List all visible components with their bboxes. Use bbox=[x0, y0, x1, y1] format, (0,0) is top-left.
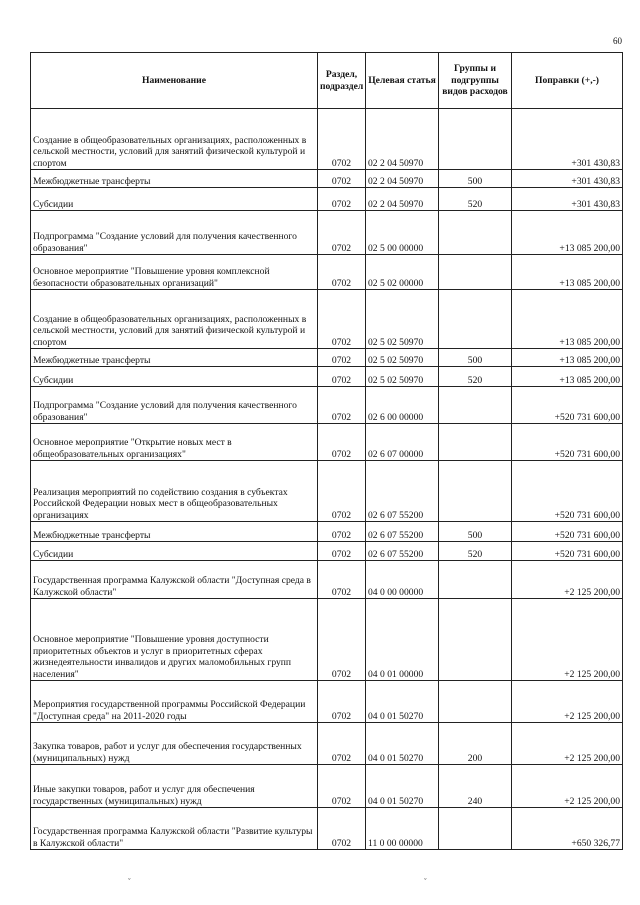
row-section: 0702 bbox=[318, 461, 366, 522]
table-row bbox=[31, 211, 623, 255]
row-group: 520 bbox=[439, 542, 512, 561]
table-row bbox=[31, 349, 623, 367]
row-article: 04 0 01 00000 bbox=[366, 599, 439, 681]
row-group bbox=[439, 461, 512, 522]
row-article: 02 6 07 55200 bbox=[366, 542, 439, 561]
row-name: Межбюджетные трансферты bbox=[31, 522, 318, 542]
row-section: 0702 bbox=[318, 542, 366, 561]
row-name: Государственная программа Калужской области "Доступная среда в Калужской области" bbox=[31, 561, 318, 599]
row-group bbox=[439, 808, 512, 850]
table-row bbox=[31, 599, 623, 681]
table-row bbox=[31, 681, 623, 723]
row-amount: +13 085 200,00 bbox=[512, 290, 623, 349]
row-amount: +2 125 200,00 bbox=[512, 765, 623, 808]
row-section: 0702 bbox=[318, 522, 366, 542]
header-article: Целевая статья bbox=[366, 53, 439, 109]
row-name: Субсидии bbox=[31, 542, 318, 561]
table-row bbox=[31, 290, 623, 349]
row-article: 02 5 02 50970 bbox=[366, 290, 439, 349]
row-group bbox=[439, 211, 512, 255]
row-section: 0702 bbox=[318, 765, 366, 808]
row-group bbox=[439, 255, 512, 290]
row-name: Реализация мероприятий по содействию создания в субъектах Российской Федерации новых мест в общеобразовательных организациях bbox=[31, 461, 318, 522]
row-section: 0702 bbox=[318, 109, 366, 170]
row-name: Подпрограмма "Создание условий для получения качественного образования" bbox=[31, 211, 318, 255]
row-article: 02 6 07 55200 bbox=[366, 522, 439, 542]
row-amount: +2 125 200,00 bbox=[512, 599, 623, 681]
row-amount: +520 731 600,00 bbox=[512, 522, 623, 542]
row-group: 520 bbox=[439, 367, 512, 387]
header-groups: Группы и подгруппы видов расходов bbox=[439, 53, 512, 109]
row-name: Создание в общеобразовательных организациях, расположенных в сельской местности, условий для занятий физической культурой и спортом bbox=[31, 109, 318, 170]
table-row bbox=[31, 188, 623, 211]
row-name: Мероприятия государственной программы Российской Федерации "Доступная среда" на 2011-2020 годы bbox=[31, 681, 318, 723]
row-amount: +301 430,83 bbox=[512, 188, 623, 211]
row-article: 02 2 04 50970 bbox=[366, 109, 439, 170]
table-row bbox=[31, 170, 623, 188]
row-name: Основное мероприятие "Повышение уровня комплексной безопасности образовательных организаций" bbox=[31, 255, 318, 290]
row-section: 0702 bbox=[318, 681, 366, 723]
row-amount: +520 731 600,00 bbox=[512, 387, 623, 424]
row-group: 240 bbox=[439, 765, 512, 808]
row-amount: +301 430,83 bbox=[512, 170, 623, 188]
row-group bbox=[439, 599, 512, 681]
row-group bbox=[439, 424, 512, 461]
row-amount: +2 125 200,00 bbox=[512, 561, 623, 599]
row-group: 500 bbox=[439, 349, 512, 367]
table-row bbox=[31, 723, 623, 765]
row-name: Межбюджетные трансферты bbox=[31, 170, 318, 188]
row-amount: +301 430,83 bbox=[512, 109, 623, 170]
row-name: Основное мероприятие "Открытие новых мест в общеобразовательных организациях" bbox=[31, 424, 318, 461]
row-section: 0702 bbox=[318, 211, 366, 255]
row-name: Государственная программа Калужской области "Развитие культуры в Калужской области" bbox=[31, 808, 318, 850]
row-article: 02 5 02 00000 bbox=[366, 255, 439, 290]
table-row bbox=[31, 461, 623, 522]
row-group bbox=[439, 109, 512, 170]
row-amount: +13 085 200,00 bbox=[512, 211, 623, 255]
row-article: 04 0 01 50270 bbox=[366, 723, 439, 765]
row-section: 0702 bbox=[318, 723, 366, 765]
row-section: 0702 bbox=[318, 387, 366, 424]
row-amount: +13 085 200,00 bbox=[512, 255, 623, 290]
row-article: 02 6 07 55200 bbox=[366, 461, 439, 522]
header-amendments: Поправки (+,-) bbox=[512, 53, 623, 109]
row-group bbox=[439, 290, 512, 349]
table-row bbox=[31, 255, 623, 290]
row-name: Подпрограмма "Создание условий для получения качественного образования" bbox=[31, 387, 318, 424]
table-row bbox=[31, 542, 623, 561]
budget-amendments-table bbox=[30, 52, 623, 850]
table-row bbox=[31, 424, 623, 461]
row-amount: +13 085 200,00 bbox=[512, 367, 623, 387]
row-article: 02 5 02 50970 bbox=[366, 349, 439, 367]
row-amount: +520 731 600,00 bbox=[512, 461, 623, 522]
row-group: 520 bbox=[439, 188, 512, 211]
row-article: 02 6 00 00000 bbox=[366, 387, 439, 424]
row-group: 200 bbox=[439, 723, 512, 765]
row-article: 02 2 04 50970 bbox=[366, 188, 439, 211]
table-row bbox=[31, 765, 623, 808]
row-amount: +650 326,77 bbox=[512, 808, 623, 850]
row-name: Межбюджетные трансферты bbox=[31, 349, 318, 367]
table-row bbox=[31, 109, 623, 170]
row-section: 0702 bbox=[318, 808, 366, 850]
row-section: 0702 bbox=[318, 424, 366, 461]
table-header-row bbox=[31, 53, 623, 109]
row-section: 0702 bbox=[318, 599, 366, 681]
row-group bbox=[439, 387, 512, 424]
row-section: 0702 bbox=[318, 255, 366, 290]
row-amount: +2 125 200,00 bbox=[512, 681, 623, 723]
row-section: 0702 bbox=[318, 349, 366, 367]
row-article: 11 0 00 00000 bbox=[366, 808, 439, 850]
row-group: 500 bbox=[439, 170, 512, 188]
table-row bbox=[31, 387, 623, 424]
row-article: 02 5 00 00000 bbox=[366, 211, 439, 255]
page-number: 60 bbox=[613, 36, 622, 46]
row-name: Субсидии bbox=[31, 367, 318, 387]
table-row bbox=[31, 367, 623, 387]
row-amount: +2 125 200,00 bbox=[512, 723, 623, 765]
row-amount: +520 731 600,00 bbox=[512, 424, 623, 461]
row-article: 04 0 01 50270 bbox=[366, 681, 439, 723]
row-name: Основное мероприятие "Повышение уровня доступности приоритетных объектов и услуг в приоритетных сферах жизнедеятельности инвалидов и других маломобильных групп населения" bbox=[31, 599, 318, 681]
header-section: Раздел, подраздел bbox=[318, 53, 366, 109]
row-name: Создание в общеобразовательных организациях, расположенных в сельской местности, условий для занятий физической культурой и спортом bbox=[31, 290, 318, 349]
row-article: 04 0 01 50270 bbox=[366, 765, 439, 808]
header-name: Наименование bbox=[31, 53, 318, 109]
row-amount: +13 085 200,00 bbox=[512, 349, 623, 367]
row-name: Закупка товаров, работ и услуг для обеспечения государственных (муниципальных) нужд bbox=[31, 723, 318, 765]
row-name: Субсидии bbox=[31, 188, 318, 211]
row-section: 0702 bbox=[318, 188, 366, 211]
row-name: Иные закупки товаров, работ и услуг для обеспечения государственных (муниципальных) нужд bbox=[31, 765, 318, 808]
row-section: 0702 bbox=[318, 367, 366, 387]
row-article: 04 0 00 00000 bbox=[366, 561, 439, 599]
table-row bbox=[31, 522, 623, 542]
row-group bbox=[439, 561, 512, 599]
row-section: 0702 bbox=[318, 170, 366, 188]
row-group: 500 bbox=[439, 522, 512, 542]
row-amount: +520 731 600,00 bbox=[512, 542, 623, 561]
row-article: 02 6 07 00000 bbox=[366, 424, 439, 461]
row-article: 02 5 02 50970 bbox=[366, 367, 439, 387]
table-row bbox=[31, 808, 623, 850]
table-row bbox=[31, 561, 623, 599]
row-section: 0702 bbox=[318, 561, 366, 599]
scan-speck: ˇ bbox=[424, 877, 427, 886]
row-group bbox=[439, 681, 512, 723]
scan-speck: ˇ bbox=[128, 877, 131, 886]
row-section: 0702 bbox=[318, 290, 366, 349]
row-article: 02 2 04 50970 bbox=[366, 170, 439, 188]
